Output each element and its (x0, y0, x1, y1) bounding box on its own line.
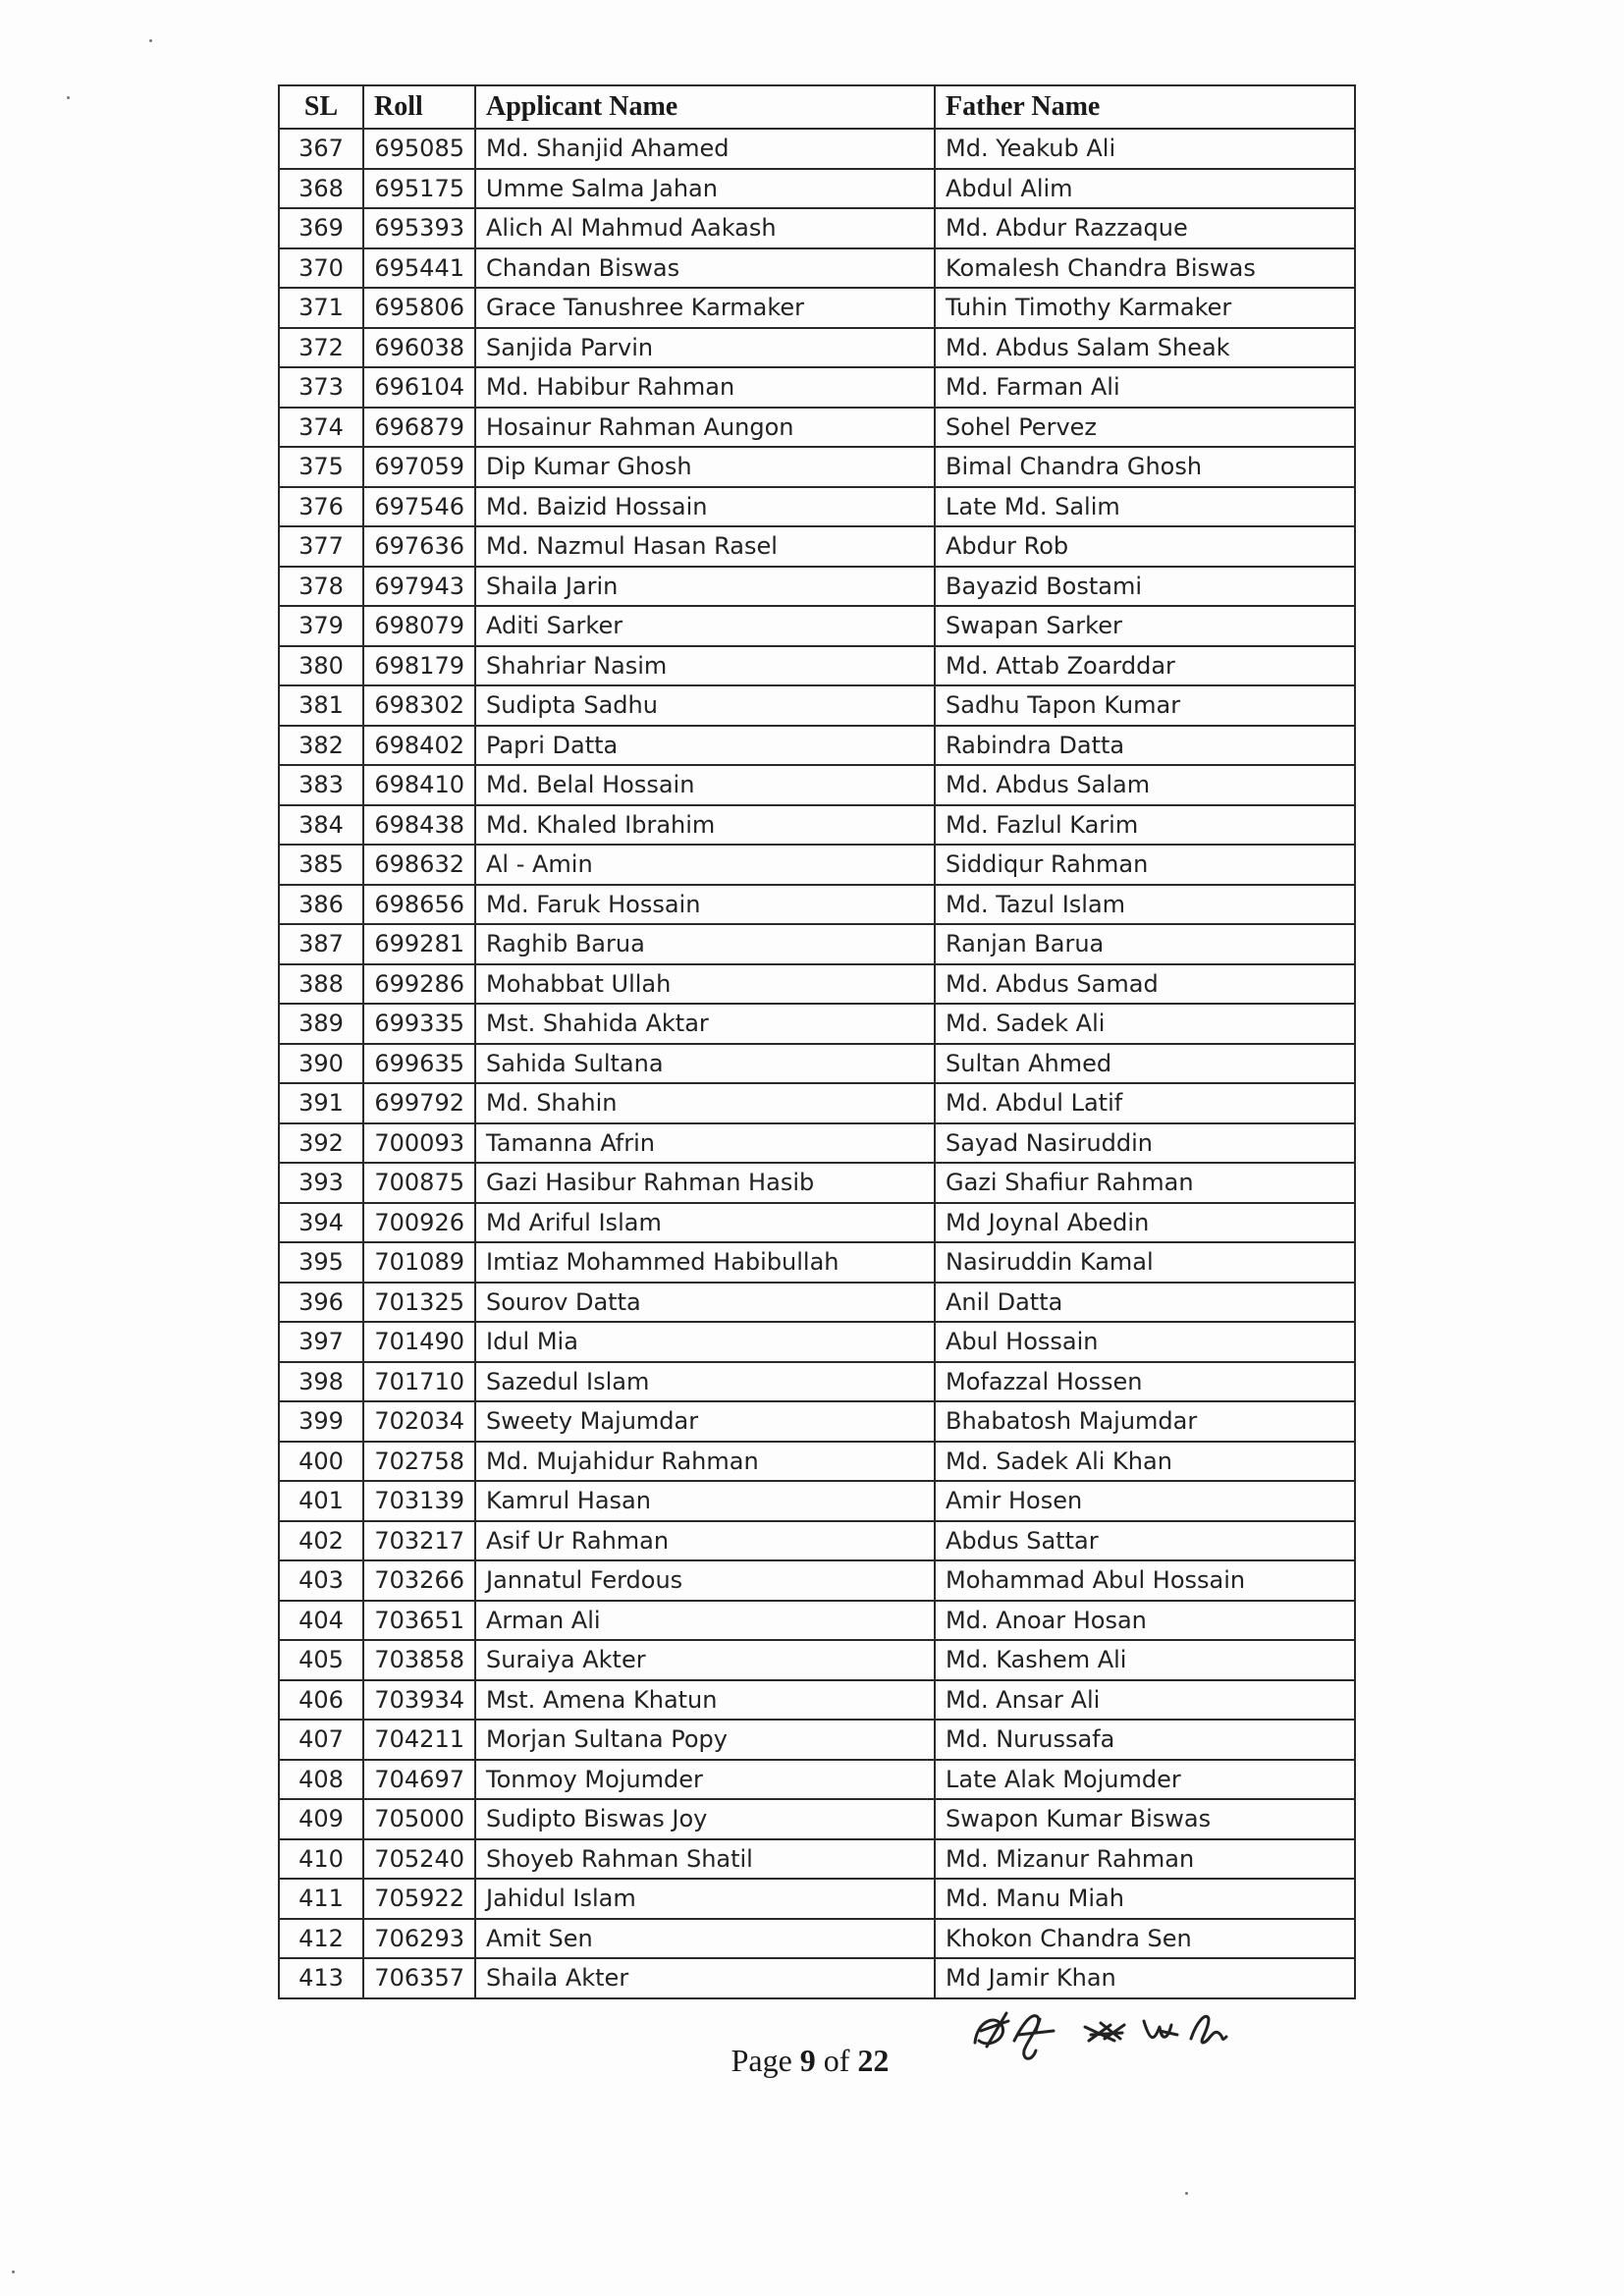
cell-father-name: Abdus Sattar (935, 1521, 1355, 1561)
cell-sl: 378 (279, 567, 363, 607)
cell-father-name: Md. Sadek Ali (935, 1004, 1355, 1044)
cell-sl: 392 (279, 1123, 363, 1164)
cell-sl: 396 (279, 1283, 363, 1323)
cell-roll: 703651 (363, 1601, 475, 1641)
table-row (279, 964, 1355, 1005)
cell-sl: 411 (279, 1879, 363, 1919)
signature-2 (1014, 2016, 1054, 2059)
table-row (279, 1123, 1355, 1164)
cell-roll: 699281 (363, 924, 475, 964)
cell-roll: 701325 (363, 1283, 475, 1323)
cell-sl: 371 (279, 288, 363, 328)
cell-sl: 385 (279, 845, 363, 885)
cell-sl: 409 (279, 1799, 363, 1839)
cell-applicant-name: Amit Sen (475, 1919, 935, 1959)
table-row (279, 288, 1355, 328)
cell-applicant-name: Tamanna Afrin (475, 1123, 935, 1164)
cell-father-name: Bhabatosh Majumdar (935, 1401, 1355, 1442)
cell-father-name: Md. Abdul Latif (935, 1083, 1355, 1123)
cell-sl: 408 (279, 1760, 363, 1800)
cell-roll: 703858 (363, 1640, 475, 1680)
cell-sl: 370 (279, 248, 363, 289)
cell-father-name: Md Joynal Abedin (935, 1203, 1355, 1243)
cell-father-name: Bayazid Bostami (935, 567, 1355, 607)
table-row (279, 1601, 1355, 1641)
scan-speck (67, 96, 70, 99)
cell-roll: 696104 (363, 367, 475, 408)
page-prefix: Page (731, 2043, 792, 2078)
cell-father-name: Md. Kashem Ali (935, 1640, 1355, 1680)
cell-roll: 702034 (363, 1401, 475, 1442)
page-total: 22 (857, 2043, 890, 2078)
cell-roll: 703139 (363, 1481, 475, 1521)
table-row (279, 1720, 1355, 1760)
cell-roll: 705000 (363, 1799, 475, 1839)
cell-roll: 705240 (363, 1839, 475, 1880)
cell-applicant-name: Suraiya Akter (475, 1640, 935, 1680)
table-row (279, 208, 1355, 248)
cell-applicant-name: Mst. Shahida Aktar (475, 1004, 935, 1044)
cell-roll: 705922 (363, 1879, 475, 1919)
cell-father-name: Md. Sadek Ali Khan (935, 1442, 1355, 1482)
cell-father-name: Md. Abdus Samad (935, 964, 1355, 1005)
cell-father-name: Md. Attab Zoarddar (935, 646, 1355, 686)
cell-father-name: Tuhin Timothy Karmaker (935, 288, 1355, 328)
cell-applicant-name: Md. Shanjid Ahamed (475, 129, 935, 169)
cell-sl: 381 (279, 685, 363, 726)
cell-sl: 368 (279, 169, 363, 209)
cell-applicant-name: Sudipto Biswas Joy (475, 1799, 935, 1839)
cell-roll: 698438 (363, 805, 475, 846)
cell-father-name: Late Md. Salim (935, 487, 1355, 527)
cell-sl: 412 (279, 1919, 363, 1959)
header-applicant-name: Applicant Name (475, 85, 935, 129)
cell-roll: 695806 (363, 288, 475, 328)
cell-sl: 390 (279, 1044, 363, 1084)
table-row (279, 1044, 1355, 1084)
cell-applicant-name: Md Ariful Islam (475, 1203, 935, 1243)
cell-father-name: Sohel Pervez (935, 408, 1355, 448)
cell-roll: 701089 (363, 1242, 475, 1283)
cell-roll: 701710 (363, 1362, 475, 1402)
table-row (279, 526, 1355, 567)
table-row (279, 367, 1355, 408)
cell-father-name: Siddiqur Rahman (935, 845, 1355, 885)
table-row (279, 1760, 1355, 1800)
table-row (279, 1481, 1355, 1521)
page-footer (687, 2043, 933, 2079)
cell-applicant-name: Md. Khaled Ibrahim (475, 805, 935, 846)
cell-sl: 376 (279, 487, 363, 527)
cell-applicant-name: Dip Kumar Ghosh (475, 447, 935, 487)
cell-sl: 377 (279, 526, 363, 567)
cell-roll: 697636 (363, 526, 475, 567)
cell-father-name: Swapan Sarker (935, 606, 1355, 646)
cell-sl: 391 (279, 1083, 363, 1123)
table-row (279, 606, 1355, 646)
table-row (279, 1560, 1355, 1601)
signature-4 (1144, 2021, 1177, 2038)
cell-applicant-name: Sweety Majumdar (475, 1401, 935, 1442)
table-row (279, 1919, 1355, 1959)
cell-roll: 706293 (363, 1919, 475, 1959)
cell-roll: 704211 (363, 1720, 475, 1760)
cell-roll: 695085 (363, 129, 475, 169)
cell-roll: 697546 (363, 487, 475, 527)
cell-sl: 398 (279, 1362, 363, 1402)
cell-applicant-name: Aditi Sarker (475, 606, 935, 646)
table-row (279, 328, 1355, 368)
cell-applicant-name: Papri Datta (475, 726, 935, 766)
cell-father-name: Swapon Kumar Biswas (935, 1799, 1355, 1839)
table-row (279, 1640, 1355, 1680)
cell-father-name: Md. Ansar Ali (935, 1680, 1355, 1721)
cell-roll: 706357 (363, 1958, 475, 1998)
cell-father-name: Md. Abdur Razzaque (935, 208, 1355, 248)
cell-sl: 389 (279, 1004, 363, 1044)
cell-applicant-name: Md. Habibur Rahman (475, 367, 935, 408)
table-row (279, 924, 1355, 964)
cell-father-name: Abul Hossain (935, 1322, 1355, 1362)
cell-applicant-name: Md. Mujahidur Rahman (475, 1442, 935, 1482)
cell-applicant-name: Asif Ur Rahman (475, 1521, 935, 1561)
cell-sl: 382 (279, 726, 363, 766)
table-row (279, 248, 1355, 289)
cell-father-name: Md Jamir Khan (935, 1958, 1355, 1998)
cell-father-name: Sayad Nasiruddin (935, 1123, 1355, 1164)
table-row (279, 1203, 1355, 1243)
cell-applicant-name: Imtiaz Mohammed Habibullah (475, 1242, 935, 1283)
cell-father-name: Md. Farman Ali (935, 367, 1355, 408)
cell-sl: 393 (279, 1163, 363, 1203)
table-row (279, 805, 1355, 846)
cell-roll: 703934 (363, 1680, 475, 1721)
cell-sl: 410 (279, 1839, 363, 1880)
cell-sl: 387 (279, 924, 363, 964)
table-row (279, 487, 1355, 527)
table-row (279, 129, 1355, 169)
cell-applicant-name: Md. Faruk Hossain (475, 885, 935, 925)
cell-father-name: Nasiruddin Kamal (935, 1242, 1355, 1283)
header-father-name: Father Name (935, 85, 1355, 129)
cell-roll: 700093 (363, 1123, 475, 1164)
table-row (279, 1242, 1355, 1283)
scan-speck (1185, 2192, 1188, 2195)
cell-applicant-name: Mohabbat Ullah (475, 964, 935, 1005)
cell-applicant-name: Kamrul Hasan (475, 1481, 935, 1521)
cell-sl: 383 (279, 765, 363, 805)
cell-father-name: Abdur Rob (935, 526, 1355, 567)
cell-applicant-name: Sourov Datta (475, 1283, 935, 1323)
cell-applicant-name: Jannatul Ferdous (475, 1560, 935, 1601)
cell-sl: 400 (279, 1442, 363, 1482)
cell-applicant-name: Arman Ali (475, 1601, 935, 1641)
cell-father-name: Abdul Alim (935, 169, 1355, 209)
cell-father-name: Mofazzal Hossen (935, 1362, 1355, 1402)
table-row (279, 1362, 1355, 1402)
table-row (279, 885, 1355, 925)
cell-roll: 700875 (363, 1163, 475, 1203)
cell-roll: 698632 (363, 845, 475, 885)
cell-father-name: Sadhu Tapon Kumar (935, 685, 1355, 726)
cell-roll: 699286 (363, 964, 475, 1005)
signature-5 (1191, 2016, 1226, 2043)
cell-father-name: Md. Abdus Salam Sheak (935, 328, 1355, 368)
cell-father-name: Sultan Ahmed (935, 1044, 1355, 1084)
cell-sl: 388 (279, 964, 363, 1005)
page-number: 9 (799, 2043, 816, 2078)
cell-roll: 699635 (363, 1044, 475, 1084)
cell-sl: 379 (279, 606, 363, 646)
cell-applicant-name: Tonmoy Mojumder (475, 1760, 935, 1800)
cell-father-name: Md. Fazlul Karim (935, 805, 1355, 846)
signature-1 (975, 2013, 1008, 2047)
cell-father-name: Md. Tazul Islam (935, 885, 1355, 925)
cell-father-name: Amir Hosen (935, 1481, 1355, 1521)
cell-applicant-name: Al - Amin (475, 845, 935, 885)
cell-father-name: Khokon Chandra Sen (935, 1919, 1355, 1959)
table-row (279, 646, 1355, 686)
cell-roll: 703217 (363, 1521, 475, 1561)
cell-sl: 384 (279, 805, 363, 846)
table-row (279, 1879, 1355, 1919)
table-row (279, 765, 1355, 805)
cell-father-name: Md. Manu Miah (935, 1879, 1355, 1919)
cell-applicant-name: Sudipta Sadhu (475, 685, 935, 726)
cell-applicant-name: Sazedul Islam (475, 1362, 935, 1402)
table-row (279, 1799, 1355, 1839)
cell-roll: 698656 (363, 885, 475, 925)
cell-applicant-name: Idul Mia (475, 1322, 935, 1362)
cell-sl: 375 (279, 447, 363, 487)
table-row (279, 726, 1355, 766)
cell-applicant-name: Shaila Akter (475, 1958, 935, 1998)
table-row (279, 1839, 1355, 1880)
cell-roll: 703266 (363, 1560, 475, 1601)
table-row (279, 1283, 1355, 1323)
table-row (279, 685, 1355, 726)
signatures-graphic (967, 1992, 1291, 2070)
cell-father-name: Bimal Chandra Ghosh (935, 447, 1355, 487)
cell-roll: 700926 (363, 1203, 475, 1243)
table-body (279, 129, 1355, 1998)
cell-applicant-name: Grace Tanushree Karmaker (475, 288, 935, 328)
table-row (279, 1442, 1355, 1482)
table-row (279, 408, 1355, 448)
cell-applicant-name: Raghib Barua (475, 924, 935, 964)
cell-applicant-name: Chandan Biswas (475, 248, 935, 289)
table-row (279, 1004, 1355, 1044)
cell-sl: 374 (279, 408, 363, 448)
cell-sl: 404 (279, 1601, 363, 1641)
scan-speck (12, 2270, 15, 2273)
cell-sl: 407 (279, 1720, 363, 1760)
cell-father-name: Mohammad Abul Hossain (935, 1560, 1355, 1601)
cell-applicant-name: Alich Al Mahmud Aakash (475, 208, 935, 248)
cell-roll: 698410 (363, 765, 475, 805)
cell-father-name: Ranjan Barua (935, 924, 1355, 964)
cell-father-name: Komalesh Chandra Biswas (935, 248, 1355, 289)
cell-sl: 395 (279, 1242, 363, 1283)
table-row (279, 845, 1355, 885)
cell-sl: 399 (279, 1401, 363, 1442)
scan-speck (149, 39, 152, 42)
cell-sl: 413 (279, 1958, 363, 1998)
cell-applicant-name: Sanjida Parvin (475, 328, 935, 368)
cell-sl: 402 (279, 1521, 363, 1561)
table-header-row (279, 85, 1355, 129)
header-roll: Roll (363, 85, 475, 129)
cell-father-name: Md. Yeakub Ali (935, 129, 1355, 169)
cell-applicant-name: Md. Shahin (475, 1083, 935, 1123)
cell-roll: 701490 (363, 1322, 475, 1362)
cell-sl: 394 (279, 1203, 363, 1243)
cell-father-name: Md. Mizanur Rahman (935, 1839, 1355, 1880)
cell-roll: 698079 (363, 606, 475, 646)
table-row (279, 1521, 1355, 1561)
cell-roll: 697059 (363, 447, 475, 487)
table-row (279, 447, 1355, 487)
cell-applicant-name: Jahidul Islam (475, 1879, 935, 1919)
cell-sl: 373 (279, 367, 363, 408)
cell-applicant-name: Md. Belal Hossain (475, 765, 935, 805)
cell-roll: 696879 (363, 408, 475, 448)
cell-applicant-name: Shahriar Nasim (475, 646, 935, 686)
table-row (279, 1401, 1355, 1442)
cell-sl: 372 (279, 328, 363, 368)
cell-roll: 702758 (363, 1442, 475, 1482)
applicant-table (278, 84, 1356, 1999)
cell-father-name: Md. Nurussafa (935, 1720, 1355, 1760)
cell-applicant-name: Morjan Sultana Popy (475, 1720, 935, 1760)
cell-father-name: Anil Datta (935, 1283, 1355, 1323)
applicant-table-container (278, 84, 1354, 1999)
signature-3 (1085, 2023, 1124, 2041)
header-sl: SL (279, 85, 363, 129)
cell-applicant-name: Umme Salma Jahan (475, 169, 935, 209)
cell-sl: 367 (279, 129, 363, 169)
cell-applicant-name: Hosainur Rahman Aungon (475, 408, 935, 448)
cell-father-name: Late Alak Mojumder (935, 1760, 1355, 1800)
cell-father-name: Gazi Shafiur Rahman (935, 1163, 1355, 1203)
cell-roll: 704697 (363, 1760, 475, 1800)
cell-roll: 695393 (363, 208, 475, 248)
cell-roll: 698302 (363, 685, 475, 726)
cell-applicant-name: Shoyeb Rahman Shatil (475, 1839, 935, 1880)
cell-applicant-name: Md. Baizid Hossain (475, 487, 935, 527)
cell-sl: 397 (279, 1322, 363, 1362)
cell-sl: 403 (279, 1560, 363, 1601)
cell-sl: 401 (279, 1481, 363, 1521)
cell-father-name: Rabindra Datta (935, 726, 1355, 766)
cell-roll: 696038 (363, 328, 475, 368)
cell-sl: 406 (279, 1680, 363, 1721)
cell-roll: 695175 (363, 169, 475, 209)
cell-roll: 697943 (363, 567, 475, 607)
table-row (279, 169, 1355, 209)
cell-father-name: Md. Abdus Salam (935, 765, 1355, 805)
page-of: of (823, 2043, 850, 2078)
cell-father-name: Md. Anoar Hosan (935, 1601, 1355, 1641)
cell-sl: 405 (279, 1640, 363, 1680)
cell-applicant-name: Shaila Jarin (475, 567, 935, 607)
cell-roll: 699792 (363, 1083, 475, 1123)
cell-roll: 695441 (363, 248, 475, 289)
table-row (279, 1322, 1355, 1362)
cell-applicant-name: Mst. Amena Khatun (475, 1680, 935, 1721)
cell-sl: 386 (279, 885, 363, 925)
cell-applicant-name: Md. Nazmul Hasan Rasel (475, 526, 935, 567)
cell-applicant-name: Sahida Sultana (475, 1044, 935, 1084)
cell-sl: 380 (279, 646, 363, 686)
cell-roll: 698179 (363, 646, 475, 686)
table-row (279, 1680, 1355, 1721)
cell-roll: 698402 (363, 726, 475, 766)
table-row (279, 1163, 1355, 1203)
table-row (279, 1083, 1355, 1123)
cell-roll: 699335 (363, 1004, 475, 1044)
table-row (279, 567, 1355, 607)
cell-sl: 369 (279, 208, 363, 248)
cell-applicant-name: Gazi Hasibur Rahman Hasib (475, 1163, 935, 1203)
